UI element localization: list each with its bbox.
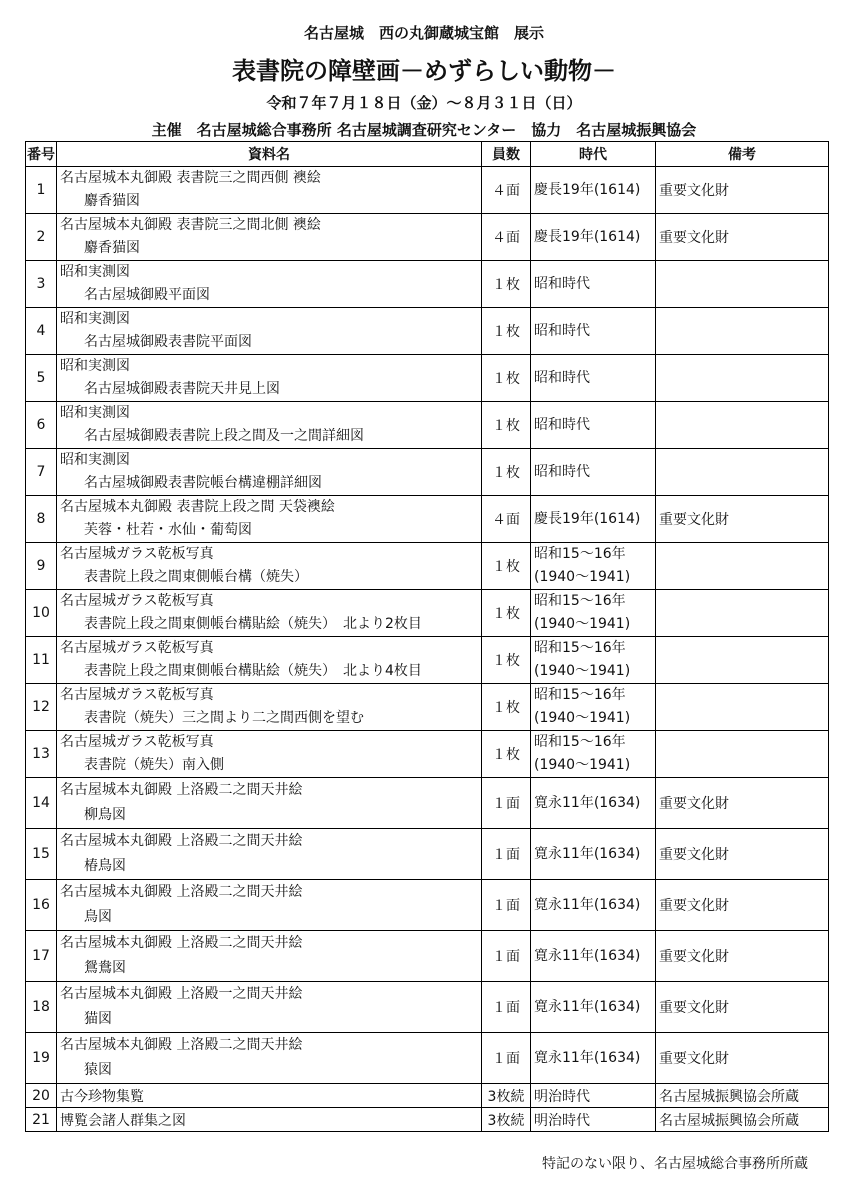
item-remarks: 重要文化財: [656, 931, 829, 982]
item-subtitle: 名古屋城御殿表書院上段之間及一之間詳細図: [84, 428, 364, 444]
item-count: １枚: [482, 684, 531, 731]
item-name: 名古屋城ガラス乾板写真: [60, 546, 214, 562]
item-name-cell: [57, 214, 482, 261]
item-name: 名古屋城本丸御殿 上洛殿一之間天井絵: [60, 986, 303, 1002]
item-name: 昭和実測図: [60, 405, 130, 421]
item-subtitle: 名古屋城御殿表書院平面図: [84, 334, 252, 350]
item-era-cell: [531, 1108, 656, 1132]
item-era-cell: [531, 402, 656, 449]
item-count: １枚: [482, 637, 531, 684]
item-subtitle: 名古屋城御殿表書院天井見上図: [84, 381, 280, 397]
item-subtitle: 麝香猫図: [84, 240, 140, 256]
item-remarks: 重要文化財: [656, 778, 829, 829]
item-number: 4: [26, 308, 57, 355]
item-era-cell: [531, 543, 656, 590]
item-number: 12: [26, 684, 57, 731]
item-name-cell: [57, 778, 482, 829]
item-count: ４面: [482, 496, 531, 543]
item-era-cell: [531, 261, 656, 308]
item-subtitle: 柳鳥図: [84, 807, 126, 823]
item-era: 寛永11年(1634): [534, 947, 641, 964]
item-era-cell: [531, 1084, 656, 1108]
item-count: １枚: [482, 308, 531, 355]
item-count: １枚: [482, 543, 531, 590]
item-name: 名古屋城本丸御殿 表書院三之間北側 襖絵: [60, 217, 321, 233]
item-subtitle: 猿図: [84, 1062, 112, 1078]
item-name-cell: [57, 880, 482, 931]
item-count: １枚: [482, 731, 531, 778]
item-era-years: (1940～1941): [534, 757, 631, 773]
page-title: 表書院の障壁画－めずらしい動物－: [232, 57, 616, 85]
item-count: ４面: [482, 214, 531, 261]
item-name-cell: [57, 982, 482, 1033]
item-era-cell: [531, 731, 656, 778]
item-subtitle: 表書院上段之間東側帳台構貼絵（焼失） 北より2枚目: [84, 616, 422, 632]
item-remarks: [656, 261, 829, 308]
item-era-cell: [531, 355, 656, 402]
item-era-cell: [531, 829, 656, 880]
item-number: 18: [26, 982, 57, 1033]
item-remarks: 重要文化財: [656, 982, 829, 1033]
item-subtitle: 椿鳥図: [84, 858, 126, 874]
item-remarks: [656, 402, 829, 449]
item-remarks: 重要文化財: [656, 167, 829, 214]
item-name-cell: [57, 308, 482, 355]
item-era-cell: [531, 449, 656, 496]
item-name: 名古屋城本丸御殿 上洛殿二之間天井絵: [60, 1037, 303, 1053]
item-name: 昭和実測図: [60, 311, 130, 327]
item-number: 3: [26, 261, 57, 308]
table-row: [26, 167, 829, 214]
item-number: 7: [26, 449, 57, 496]
item-era-years: (1940～1941): [534, 616, 631, 632]
item-subtitle: 表書院上段之間東側帳台構貼絵（焼失） 北より4枚目: [84, 663, 422, 679]
item-name: 古今珍物集覧: [60, 1088, 144, 1105]
item-subtitle: 芙蓉・杜若・水仙・葡萄図: [84, 522, 252, 538]
item-number: 19: [26, 1033, 57, 1084]
item-name: 名古屋城本丸御殿 表書院上段之間 天袋襖絵: [60, 499, 335, 515]
organizers: 主催 名古屋城総合事務所 名古屋城調査研究センター 協力 名古屋城振興協会: [151, 121, 697, 139]
item-era-cell: [531, 308, 656, 355]
item-name-cell: [57, 167, 482, 214]
item-remarks: [656, 731, 829, 778]
table-row: [26, 308, 829, 355]
item-number: 15: [26, 829, 57, 880]
item-remarks: [656, 355, 829, 402]
item-name: 名古屋城本丸御殿 上洛殿二之間天井絵: [60, 782, 303, 798]
item-era: 慶長19年(1614): [534, 228, 641, 245]
item-number: 6: [26, 402, 57, 449]
table-row: [26, 1033, 829, 1084]
item-remarks: [656, 637, 829, 684]
item-subtitle: 名古屋城御殿平面図: [84, 287, 210, 303]
item-count: ４面: [482, 167, 531, 214]
item-era: 寛永11年(1634): [534, 845, 641, 862]
item-era-years: (1940～1941): [534, 569, 631, 585]
item-era: 寛永11年(1634): [534, 1049, 641, 1066]
item-name: 昭和実測図: [60, 452, 130, 468]
item-remarks: [656, 590, 829, 637]
item-number: 21: [26, 1108, 57, 1132]
item-era-cell: [531, 684, 656, 731]
item-number: 13: [26, 731, 57, 778]
item-name-cell: [57, 496, 482, 543]
item-era: 寛永11年(1634): [534, 794, 641, 811]
item-name-cell: [57, 931, 482, 982]
table-row: [26, 543, 829, 590]
item-count: 3枚続: [482, 1108, 531, 1132]
item-count: １枚: [482, 449, 531, 496]
column-header-item-name: 資料名: [57, 142, 482, 167]
item-count: １面: [482, 1033, 531, 1084]
item-era-cell: [531, 880, 656, 931]
item-number: 11: [26, 637, 57, 684]
table-row: [26, 402, 829, 449]
item-remarks: [656, 308, 829, 355]
item-count: １面: [482, 880, 531, 931]
item-era: 慶長19年(1614): [534, 181, 641, 198]
item-name: 昭和実測図: [60, 264, 130, 280]
item-number: 5: [26, 355, 57, 402]
item-count: １面: [482, 931, 531, 982]
item-subtitle: 表書院上段之間東側帳台構（焼失）: [84, 569, 308, 585]
table-row: [26, 880, 829, 931]
item-name: 名古屋城本丸御殿 上洛殿二之間天井絵: [60, 884, 303, 900]
item-name: 名古屋城ガラス乾板写真: [60, 687, 214, 703]
item-name: 名古屋城ガラス乾板写真: [60, 734, 214, 750]
table-row: [26, 449, 829, 496]
item-remarks: 重要文化財: [656, 880, 829, 931]
column-header-era: 時代: [531, 142, 656, 167]
item-era: 昭和15～16年: [534, 687, 626, 703]
item-era: 昭和15～16年: [534, 640, 626, 656]
item-count: １枚: [482, 355, 531, 402]
item-remarks: 重要文化財: [656, 829, 829, 880]
table-row: [26, 829, 829, 880]
item-name-cell: [57, 1108, 482, 1132]
item-name-cell: [57, 1033, 482, 1084]
item-name-cell: [57, 1084, 482, 1108]
item-name-cell: [57, 261, 482, 308]
item-era-cell: [531, 496, 656, 543]
table-row: [26, 261, 829, 308]
item-era-cell: [531, 590, 656, 637]
item-number: 8: [26, 496, 57, 543]
item-name: 名古屋城ガラス乾板写真: [60, 640, 214, 656]
item-name-cell: [57, 684, 482, 731]
item-number: 2: [26, 214, 57, 261]
item-number: 14: [26, 778, 57, 829]
item-name-cell: [57, 829, 482, 880]
item-name: 名古屋城本丸御殿 上洛殿二之間天井絵: [60, 833, 303, 849]
table-row: [26, 214, 829, 261]
table-body: [26, 167, 829, 1132]
item-name-cell: [57, 731, 482, 778]
table-row: [26, 731, 829, 778]
item-subtitle: 名古屋城御殿表書院帳台構違棚詳細図: [84, 475, 322, 491]
item-era-years: (1940～1941): [534, 663, 631, 679]
item-subtitle: 鳥図: [84, 909, 112, 925]
item-name: 博覧会諸人群集之図: [60, 1112, 186, 1129]
item-number: 16: [26, 880, 57, 931]
item-name-cell: [57, 543, 482, 590]
item-era: 昭和時代: [534, 369, 590, 386]
item-era-years: (1940～1941): [534, 710, 631, 726]
table-row: [26, 778, 829, 829]
table-row: [26, 982, 829, 1033]
item-number: 17: [26, 931, 57, 982]
item-subtitle: 麝香猫図: [84, 193, 140, 209]
item-era: 昭和時代: [534, 275, 590, 292]
item-number: 20: [26, 1084, 57, 1108]
table-row: [26, 496, 829, 543]
item-era: 慶長19年(1614): [534, 510, 641, 527]
item-era: 寛永11年(1634): [534, 998, 641, 1015]
item-era-cell: [531, 1033, 656, 1084]
item-remarks: [656, 684, 829, 731]
item-number: 1: [26, 167, 57, 214]
item-era: 昭和15～16年: [534, 546, 626, 562]
item-era: 昭和時代: [534, 416, 590, 433]
item-subtitle: 表書院（焼失）南入側: [84, 757, 224, 773]
item-name-cell: [57, 402, 482, 449]
item-count: １面: [482, 982, 531, 1033]
item-era: 昭和15～16年: [534, 734, 626, 750]
item-remarks: [656, 449, 829, 496]
exhibit-dates: 令和７年７月１８日（金）～８月３１日（日）: [266, 94, 582, 112]
table-row: [26, 1084, 829, 1108]
item-count: １枚: [482, 261, 531, 308]
item-era-cell: [531, 167, 656, 214]
item-remarks: [656, 543, 829, 590]
item-subtitle: 鴛鴦図: [84, 960, 126, 976]
table-row: [26, 590, 829, 637]
table-row: [26, 637, 829, 684]
item-remarks: 重要文化財: [656, 496, 829, 543]
item-name-cell: [57, 449, 482, 496]
table-row: [26, 355, 829, 402]
item-era: 寛永11年(1634): [534, 896, 641, 913]
item-number: 9: [26, 543, 57, 590]
item-remarks: 名古屋城振興協会所蔵: [656, 1084, 829, 1108]
item-subtitle: 表書院（焼失）三之間より二之間西側を望む: [84, 710, 364, 726]
item-count: 3枚続: [482, 1084, 531, 1108]
item-name: 昭和実測図: [60, 358, 130, 374]
column-header-remarks: 備考: [656, 142, 829, 167]
item-subtitle: 猫図: [84, 1011, 112, 1027]
item-number: 10: [26, 590, 57, 637]
item-name-cell: [57, 590, 482, 637]
item-era-cell: [531, 778, 656, 829]
item-remarks: 名古屋城振興協会所蔵: [656, 1108, 829, 1132]
item-name-cell: [57, 355, 482, 402]
item-era: 明治時代: [534, 1088, 590, 1105]
table-row: [26, 684, 829, 731]
column-header-number: 番号: [26, 142, 57, 167]
ownership-note: 特記のない限り、名古屋城総合事務所所蔵: [542, 1156, 808, 1172]
table-row: [26, 1108, 829, 1132]
item-era-cell: [531, 982, 656, 1033]
item-name: 名古屋城本丸御殿 表書院三之間西側 襖絵: [60, 170, 321, 186]
item-count: １面: [482, 829, 531, 880]
item-count: １面: [482, 778, 531, 829]
exhibit-venue: 名古屋城 西の丸御蔵城宝館 展示: [303, 24, 544, 42]
item-era: 明治時代: [534, 1112, 590, 1129]
item-count: １枚: [482, 402, 531, 449]
item-remarks: 重要文化財: [656, 1033, 829, 1084]
item-era: 昭和時代: [534, 463, 590, 480]
item-era-cell: [531, 637, 656, 684]
column-header-count: 員数: [482, 142, 531, 167]
item-name: 名古屋城本丸御殿 上洛殿二之間天井絵: [60, 935, 303, 951]
item-name: 名古屋城ガラス乾板写真: [60, 593, 214, 609]
item-remarks: 重要文化財: [656, 214, 829, 261]
table-header-row: [26, 142, 829, 167]
exhibit-list-table: [25, 141, 829, 1132]
item-name-cell: [57, 637, 482, 684]
item-count: １枚: [482, 590, 531, 637]
item-era: 昭和時代: [534, 322, 590, 339]
item-era-cell: [531, 214, 656, 261]
table-row: [26, 931, 829, 982]
item-era: 昭和15～16年: [534, 593, 626, 609]
item-era-cell: [531, 931, 656, 982]
